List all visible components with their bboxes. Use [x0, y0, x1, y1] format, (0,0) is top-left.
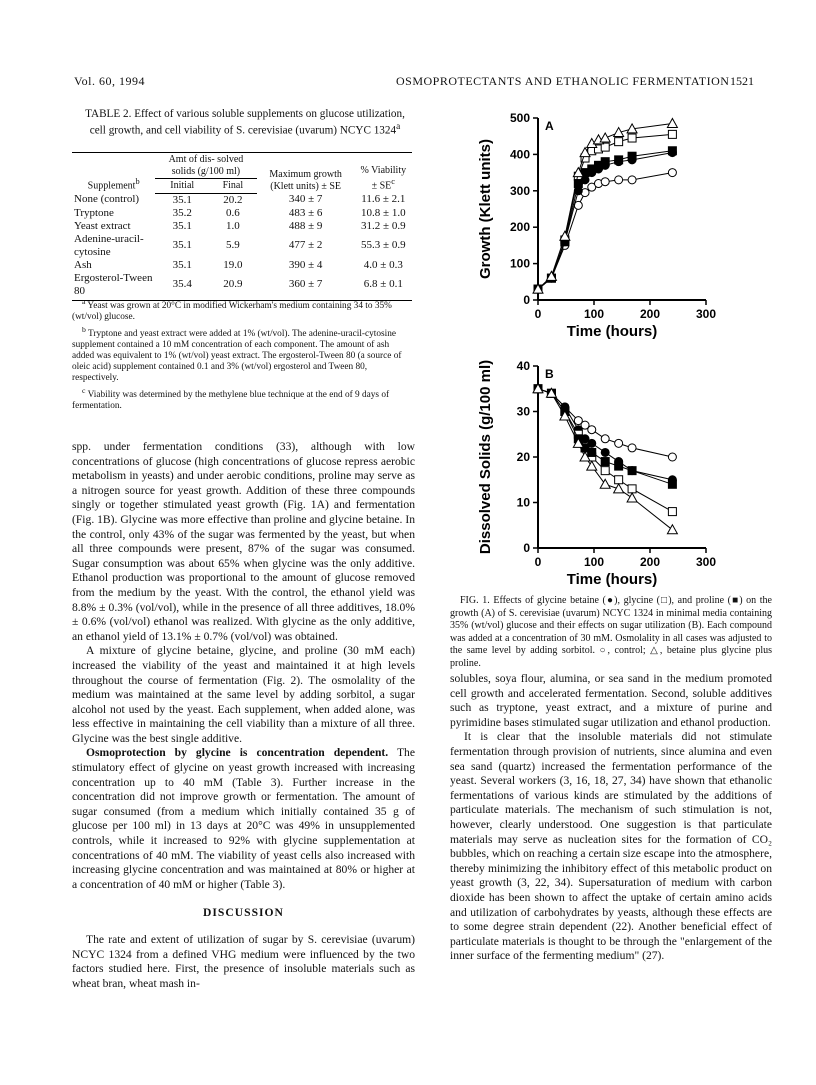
cell-initial: 35.1 [172, 239, 192, 251]
cell-growth: 390 ± 4 [288, 258, 323, 271]
page-number: 1521 [730, 74, 754, 88]
data-point [601, 158, 609, 166]
cell-growth: 340 ± 7 [288, 193, 323, 206]
cell-supplement: Adenine-uracil-cytosine [74, 232, 144, 258]
data-point [668, 480, 676, 488]
cell-supplement: Yeast extract [74, 219, 131, 232]
cell-initial: 35.2 [172, 206, 192, 219]
cell-growth: 483 ± 6 [288, 206, 323, 219]
y-tick-label: 300 [509, 183, 530, 198]
paragraph: The rate and extent of utilization of sugar by S. cerevisiae (uvarum) NCYC 1324 from a defined VHG medium were influenced by the two factors studied here. First, the presence of insoluble materials such as wheat bran, wheat mash in- [72, 933, 415, 990]
data-point [668, 130, 676, 138]
x-tick-label: 300 [695, 307, 717, 321]
x-tick-label: 200 [639, 307, 661, 321]
table-row [72, 233, 412, 259]
series-line [538, 173, 672, 289]
cell-final: 5.9 [226, 239, 240, 251]
x-tick-label: 0 [534, 307, 542, 321]
y-tick-label: 20 [516, 450, 530, 464]
figure-1b-chart [470, 358, 730, 588]
panel-label: A [545, 119, 554, 133]
series-glycine-betaine [534, 149, 676, 294]
cell-final: 19.0 [223, 258, 243, 271]
cell-growth: 488 ± 9 [288, 219, 323, 232]
data-point [600, 479, 610, 488]
data-point [587, 461, 597, 470]
running-title: OSMOPROTECTANTS AND ETHANOLIC FERMENTATION [396, 74, 730, 88]
y-tick-label: 0 [523, 541, 530, 555]
figure-1a-chart [470, 110, 730, 340]
data-point [615, 439, 623, 447]
paragraph: solubles, soya flour, alumina, or sea sand in the medium promoted cell growth and accelerated fermentation. Second, soluble additives such as tryptone, yeast extract, and a mixture of purine and pyrimidine bases stimulated sugar utilization and ethanol production. [450, 672, 772, 729]
data-point [601, 448, 609, 456]
cell-final: 0.6 [226, 206, 240, 219]
supplement-table [72, 152, 412, 301]
cell-viability: 4.0 ± 0.3 [363, 258, 403, 271]
data-point [601, 458, 609, 466]
y-tick-label: 30 [516, 404, 530, 419]
col-initial: Initial [155, 179, 209, 194]
x-tick-label: 100 [583, 555, 605, 569]
left-column [72, 440, 415, 991]
x-tick-label: 0 [534, 555, 542, 569]
y-tick-label: 10 [516, 495, 530, 510]
paragraph: It is clear that the insoluble materials did not stimulate fermentation through provision of nutrients, since alumina and even sea sand (quartz) increased the fermentation performance of the yeast. Several workers (3, 16, 18, 27, 34) have shown that ethanolic fermentations of various kinds are stimulated by the additions of particulate materials. The mechanism of such stimulation is not, however, clearly understood. One suggestion is that particulate materials may serve as nucleation sites for the formation of CO₂ bubbles, which on reaching a certain size escape into the atmosphere, thereby minimizing the inhibitory effect of this metabolic product on yeast growth (3, 22, 34). Supersaturation of medium with carbon dioxide has been shown to affect the uptake of certain amino acids and utilization of carbohydrates by yeasts, although these effects are to some degree strain dependent (22). Another beneficial effect of particulate materials is thought to be through the "enlargement of the inner surface of the fermenting medium" (27). [450, 730, 772, 963]
data-point [601, 467, 609, 475]
data-point [615, 462, 623, 470]
cell-viability: 10.8 ± 1.0 [361, 206, 406, 219]
footnote: $^a$ Yeast was grown at 20°C in modified Wickerham's medium containing 34 to 35% (wt/vol) glucose. [72, 297, 392, 323]
volume-label: Vol. 60, 1994 [74, 74, 145, 88]
data-point [667, 118, 677, 127]
right-column [450, 672, 772, 964]
cell-initial: 35.1 [172, 193, 192, 206]
table-row [72, 259, 412, 272]
cell-viability: 55.3 ± 0.9 [361, 239, 406, 251]
cell-final: 1.0 [226, 219, 240, 232]
data-point [615, 176, 623, 184]
cell-growth: 360 ± 7 [257, 272, 355, 301]
col-viability: % Viability ± $SE^c$ [355, 153, 412, 194]
data-point [615, 138, 623, 146]
figure-caption [450, 595, 772, 671]
y-axis-title: Dissolved Solids (g/100 ml) [477, 359, 494, 555]
discussion-heading: DISCUSSION [203, 906, 284, 920]
cell-growth: 477 ± 2 [288, 239, 323, 251]
paragraph-heading: Osmoprotection by glycine is concentration dependent. [86, 746, 389, 760]
x-tick-label: 100 [583, 307, 605, 321]
series-line [538, 153, 672, 290]
cell-final: 20.9 [209, 272, 256, 301]
data-point [668, 147, 676, 155]
cell-initial: 35.4 [155, 272, 209, 301]
paragraph: spp. under fermentation conditions (33), although with low concentrations of glucose (high concentrations of glucose repress aerobic metabolism in yeasts) and under aerobic conditions, proline may serve as a nitrogen source for yeast growth. Addition of these three compounds singly or together stimulated yeast growth (Fig. 1A) and fermentation (Fig. 1B). Glycine was more effective than proline and glycine betaine. In the control, only 43% of the sugar was fermented by the yeast, but when all three compounds were present, 87% of the sugar was consumed. Sugar consumption was about 65% when glycine was the only additive. Ethanol production was proportional to the amount of glucose removed from the medium by the yeast. With the control, the ethanol yield was 8.8% ± 0.3% (vol/vol), while in the presence of all three additives, 18.0% ± 0.6% (vol/vol) ethanol was realized. With glycine as the only additive, an ethanol yield of 13.1% ± 0.7% (vol/vol) was obtained. [72, 440, 415, 643]
cell-viability: 11.6 ± 2.1 [361, 193, 406, 206]
footnote: $^c$ Viability was determined by the methylene blue technique at the end of 9 days of fermentation. [72, 385, 390, 411]
cell-supplement: Ergosterol-Tween 80 [72, 272, 155, 301]
data-point [627, 493, 637, 502]
data-point [668, 453, 676, 461]
col-supplement: Supplement$^b$ [72, 153, 155, 194]
x-tick-label: 300 [695, 555, 717, 569]
cell-initial: 35.1 [172, 219, 192, 232]
series-line [538, 151, 672, 289]
table-footnotes [72, 296, 412, 412]
y-axis-title: Growth (Klett units) [477, 139, 494, 279]
table-caption [80, 108, 410, 138]
y-tick-label: 500 [509, 111, 530, 125]
panel-label: B [545, 367, 554, 381]
cell-supplement: None (control) [74, 193, 140, 206]
data-point [601, 435, 609, 443]
data-point [667, 525, 677, 534]
table-row [72, 220, 412, 233]
table-caption-marker: a [396, 122, 401, 132]
data-point [628, 134, 636, 142]
data-point [588, 426, 596, 434]
data-point [668, 508, 676, 516]
running-header [74, 74, 754, 90]
footnote: $^b$ Tryptone and yeast extract were added at 1% (wt/vol). The adenine-uracil-cytosine supplement contained a 10 mM concentration of each component. The amount of ash added was equivalent to 1% (wt/vol) yeast extract. The ergosterol-Tween 80 (a source of oleic acid) supplement contained 0.1 and 3% (wt/vol) ergosterol and Tween 80, respectively. [72, 324, 402, 384]
col-final: Final [209, 179, 256, 194]
table-caption-text: TABLE 2. Effect of various soluble supplements on glucose utilization, cell growth, and cell viability of S. cerevisiae (uvarum) NCYC 1324 [85, 108, 405, 137]
data-point [628, 444, 636, 452]
data-point [628, 485, 636, 493]
paragraph: A mixture of glycine betaine, glycine, and proline (30 mM each) increased the viability of the yeast and maintained it at high levels throughout the course of fermentation (Fig. 2). The osmolality of the medium was maintained at the same level by adding sorbitol, a sugar alcohol not used by the yeast. Each supplement, when added alone, was less effective in maintaining the cell viability than a mixture of all three. Glycine was the best single additive. [72, 644, 415, 745]
col-solids: Amt of dis- solved solids (g/100 ml) [155, 153, 256, 179]
series-line [538, 389, 672, 457]
cell-initial: 35.1 [172, 258, 192, 271]
data-point [628, 152, 636, 160]
data-point [601, 178, 609, 186]
cell-viability: 6.8 ± 0.1 [355, 272, 412, 301]
y-tick-label: 0 [523, 293, 530, 307]
x-tick-label: 200 [639, 555, 661, 569]
table-row [72, 207, 412, 220]
data-point [628, 467, 636, 475]
cell-supplement: Ash [74, 258, 92, 271]
paragraph: Osmoprotection by glycine is concentration dependent. The stimulatory effect of glycine on yeast growth increased with increasing concentration up to 40 mM (Table 3). Further increase in the concentration did not improve growth or fermentation. The amount of sugar consumed (from a medium which initially contained 35 g of glucose per 100 ml) in 13 days at 20°C was 49% in unsupplemented controls, while it increased to 92% with glycine supplementation at concentrations of 40 mM. The viability of yeast cells also increased with increasing glycine concentration and was maintained at 80% or higher at a concentration of 40 mM or higher (Table 3). [72, 746, 416, 891]
cell-viability: 31.2 ± 0.9 [361, 219, 406, 232]
cell-final: 20.2 [223, 193, 243, 206]
cell-supplement: Tryptone [74, 206, 114, 219]
col-growth: Maximum growth (Klett units) ± SE [257, 153, 355, 194]
x-axis-title: Time (hours) [566, 571, 658, 588]
y-tick-label: 100 [509, 256, 530, 271]
figure-caption-text: FIG. 1. Effects of glycine betaine (●), glycine (□), and proline (■) on the growth (A) of S. cerevisiae (uvarum) NCYC 1324 in minimal media containing 35% (wt/vol) glucose and their effects on sugar utilization (B). Each compound was added at a concentration of 30 mM. Osmolality in all cases was adjusted to the same level by adding sorbitol. ○, control; △, betaine plus glycine plus proline. [450, 595, 772, 669]
data-point [668, 169, 676, 177]
data-point [615, 156, 623, 164]
data-point [588, 448, 596, 456]
table-row [72, 193, 412, 207]
data-point [600, 133, 610, 142]
y-tick-label: 40 [516, 359, 530, 373]
data-point [615, 476, 623, 484]
x-axis-title: Time (hours) [566, 323, 658, 340]
data-point [628, 176, 636, 184]
data-point [614, 484, 624, 493]
y-tick-label: 200 [509, 220, 530, 235]
y-tick-label: 400 [509, 147, 530, 162]
